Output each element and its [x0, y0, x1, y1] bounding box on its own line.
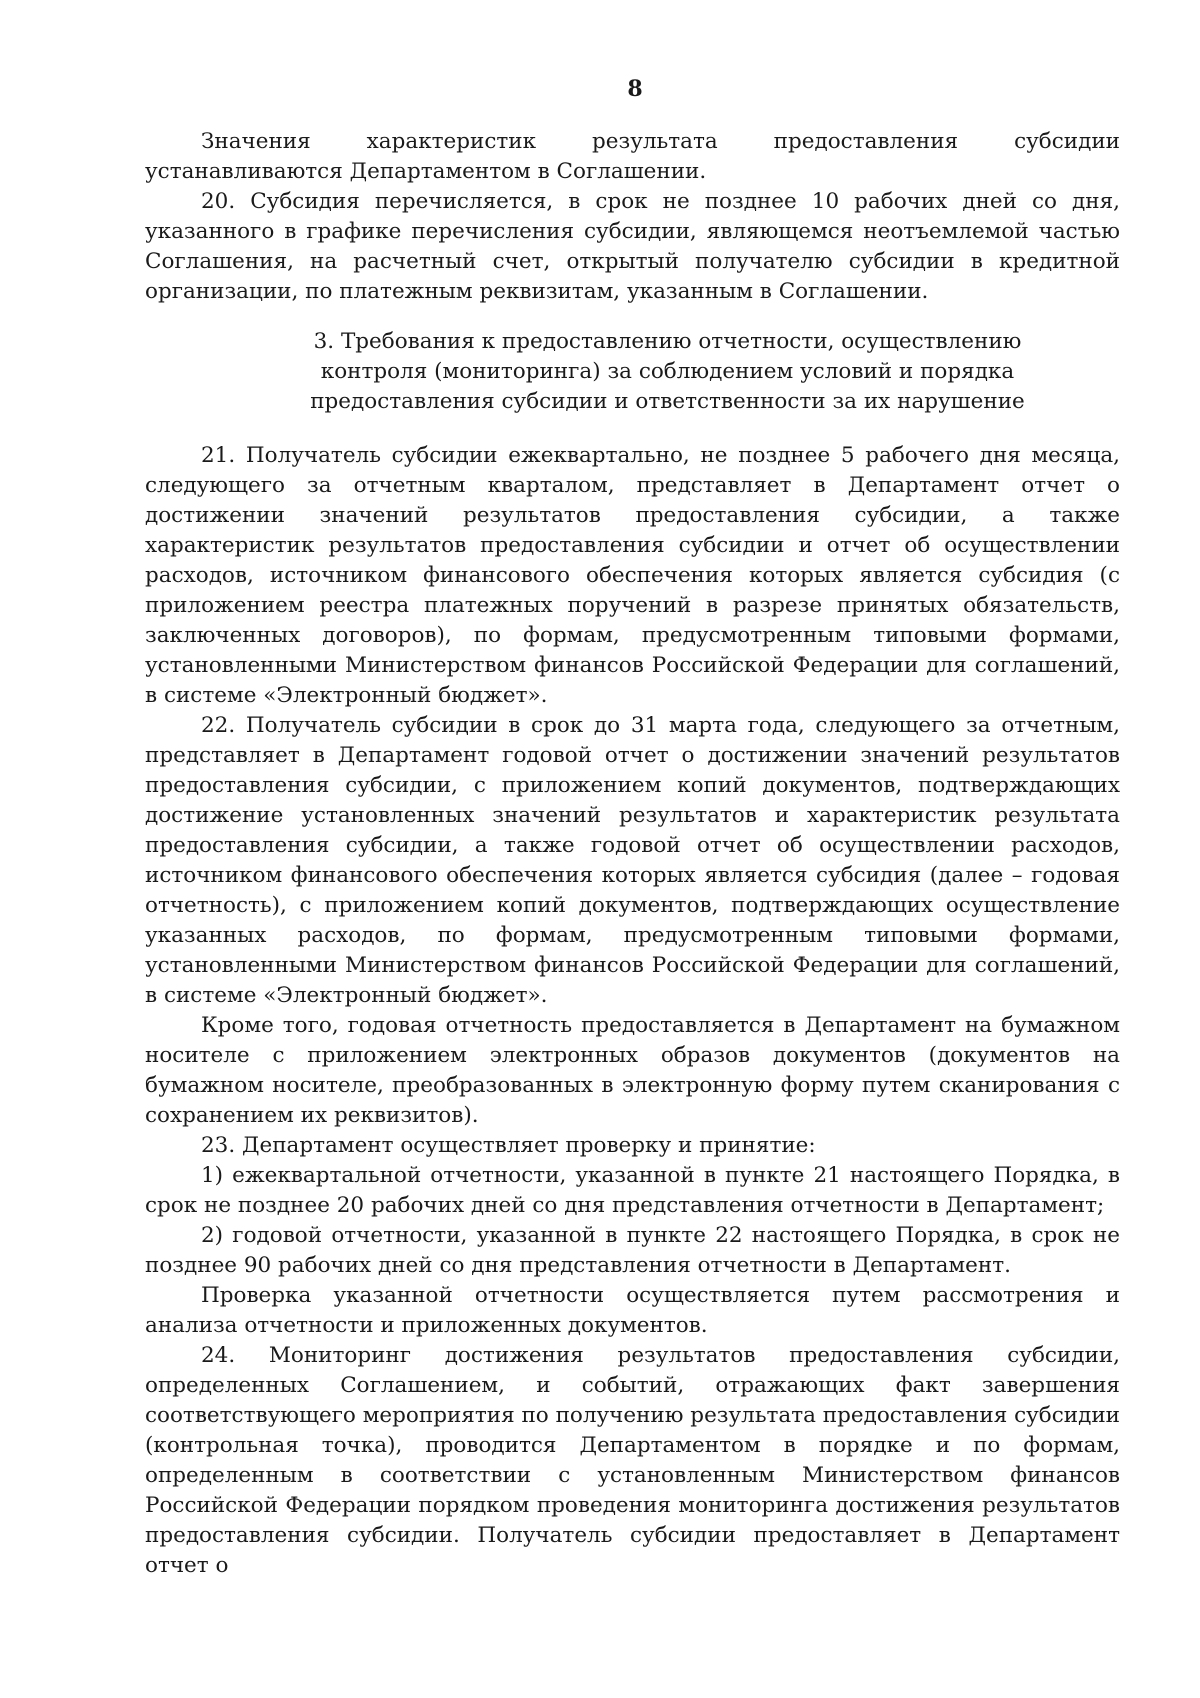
paragraph-24: 24. Мониторинг достижения результатов предоставления субсидии, определенных Соглашением, и событий, отражающих факт завершения соответствующего мероприятия по получению результата предоставления субсидии (контрольная точка), проводится Департаментом в порядке и по формам, определенным в соответствии с установленным Министерством финансов Российской Федерации порядком проведения мониторинга достижения результатов предоставления субсидии. Получатель субсидии предоставляет в Департамент отчет о	[145, 1343, 1120, 1578]
paragraph-20: 20. Субсидия перечисляется, в срок не позднее 10 рабочих дней со дня, указанного в графике перечисления субсидии, являющемся неотъемлемой частью Соглашения, на расчетный счет, открытый получателю субсидии в кредитной организации, по платежным реквизитам, указанным в Соглашении.	[145, 189, 1120, 304]
paragraph-21: 21. Получатель субсидии ежеквартально, не позднее 5 рабочего дня месяца, следующего за отчетным кварталом, представляет в Департамент отчет о достижении значений результатов предоставления субсидии, а также характеристик результатов предоставления субсидии и отчет об осуществлении расходов, источником финансового обеспечения которых является субсидия (с приложением реестра платежных поручений в разрезе принятых обязательств, заключенных договоров), по формам, предусмотренным типовыми формами, установленными Министерством финансов Российской Федерации для соглашений, в системе «Электронный бюджет».	[145, 443, 1120, 708]
paragraph-22: 22. Получатель субсидии в срок до 31 марта года, следующего за отчетным, представляет в Департамент годовой отчет о достижении значений результатов предоставления субсидии, с приложением копий документов, подтверждающих достижение установленных значений результатов и характеристик результата предоставления субсидии, а также годовой отчет об осуществлении расходов, источником финансового обеспечения которых является субсидия (далее – годовая отчетность), с приложением копий документов, подтверждающих осуществление указанных расходов, по формам, предусмотренным типовыми формами, установленными Министерством финансов Российской Федерации для соглашений, в системе «Электронный бюджет».	[145, 713, 1120, 1008]
paragraph-verification: Проверка указанной отчетности осуществляется путем рассмотрения и анализа отчетности и приложенных документов.	[145, 1283, 1120, 1338]
paragraph-paper-reporting: Кроме того, годовая отчетность предоставляется в Департамент на бумажном носителе с приложением электронных образов документов (документов на бумажном носителе, преобразованных в электронную форму путем сканирования с сохранением их реквизитов).	[145, 1013, 1120, 1128]
paragraph-23: 23. Департамент осуществляет проверку и принятие:	[201, 1133, 816, 1158]
section-heading: 3. Требования к предоставлению отчетности, осуществлению контроля (мониторинга) за соблюдением условий и порядка предоставления субсидии и ответственности за их нарушение	[310, 329, 1025, 414]
page-number: 8	[627, 76, 643, 102]
document-body	[145, 127, 1120, 1581]
paragraph-23-item-1: 1) ежеквартальной отчетности, указанной в пункте 21 настоящего Порядка, в срок не позднее 20 рабочих дней со дня представления отчетности в Департамент;	[145, 1163, 1120, 1218]
paragraph-23-item-2: 2) годовой отчетности, указанной в пункте 22 настоящего Порядка, в срок не позднее 90 рабочих дней со дня представления отчетности в Департамент.	[145, 1223, 1120, 1278]
paragraph-characteristics: Значения характеристик результата предоставления субсидии устанавливаются Департаментом в Соглашении.	[145, 129, 1120, 184]
